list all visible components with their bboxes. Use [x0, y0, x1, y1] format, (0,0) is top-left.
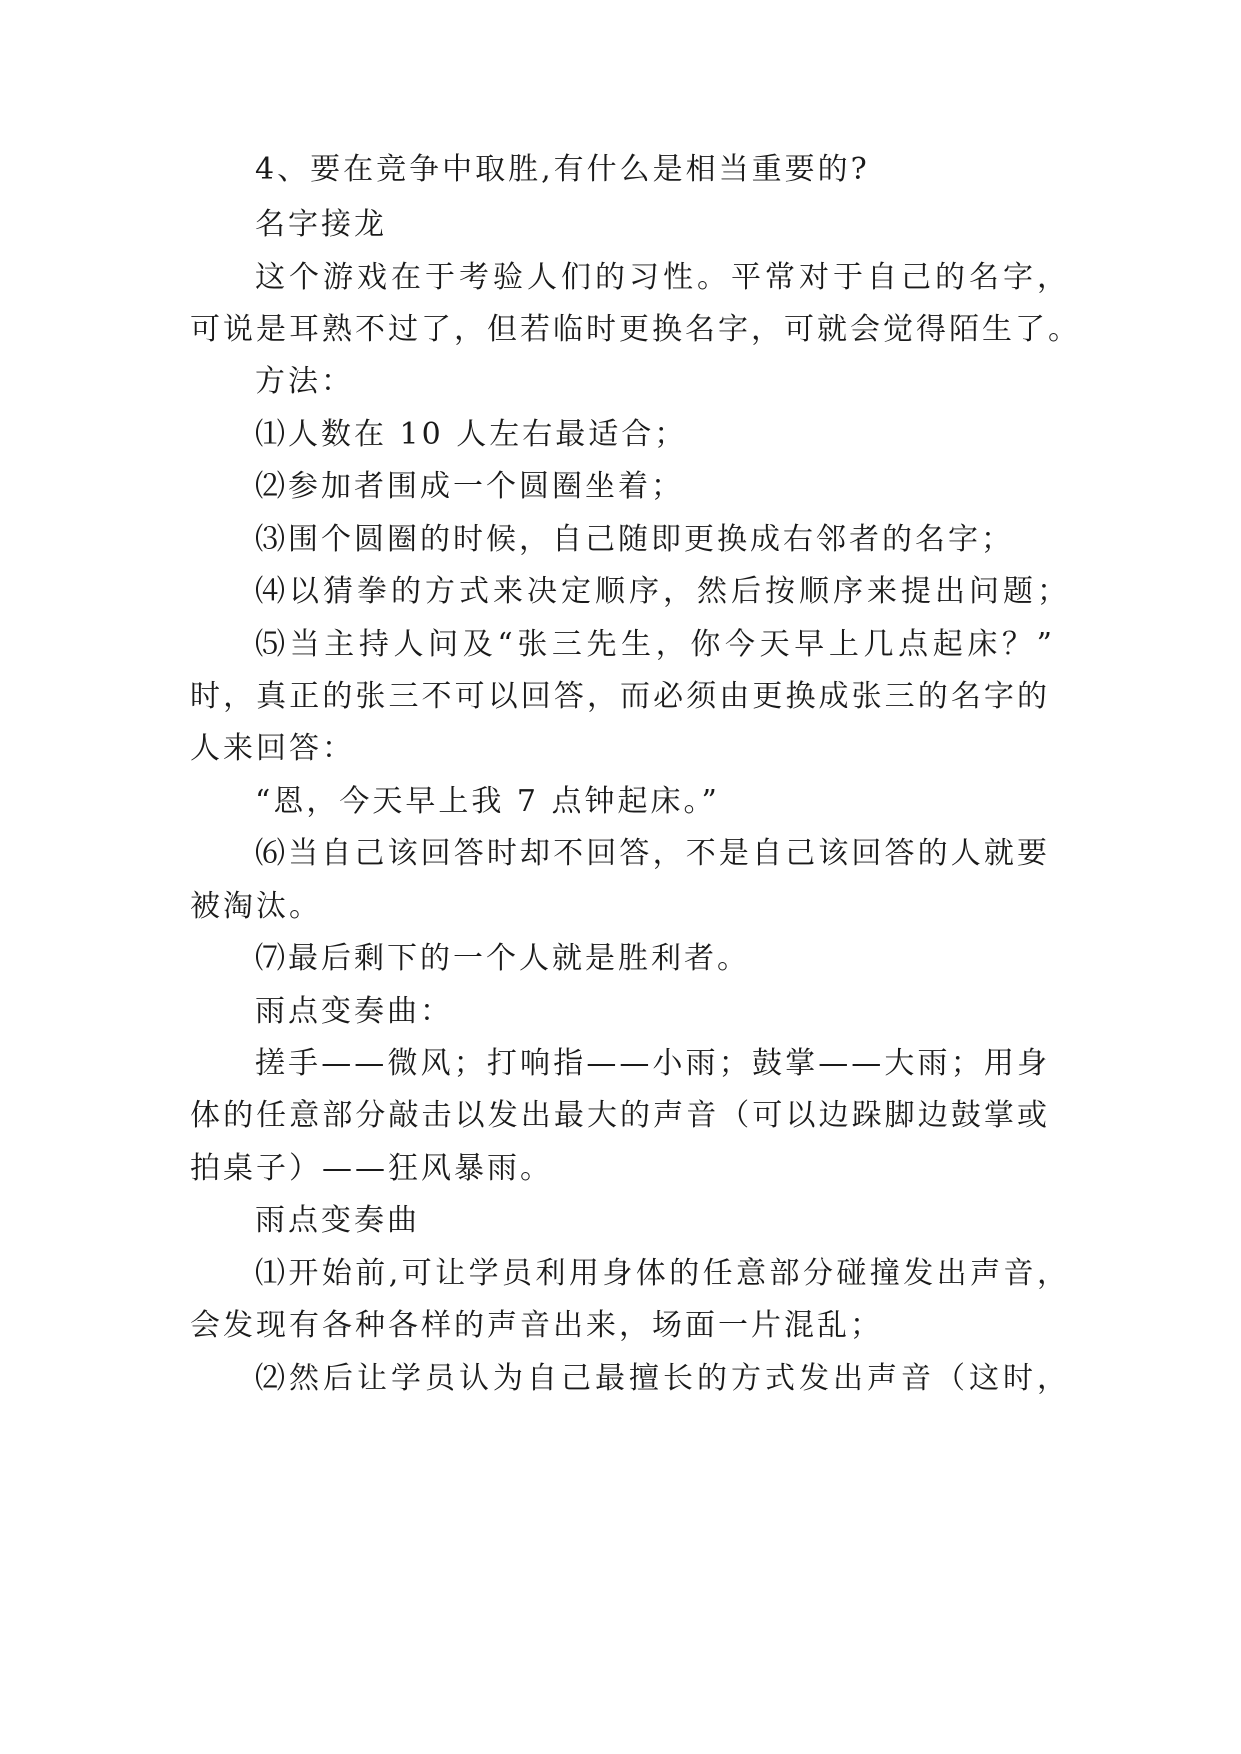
- paragraph-line: 搓手——微风；打响指——小雨；鼓掌——大雨；用身: [255, 1046, 1050, 1081]
- paragraph-line: 体的任意部分敲击以发出最大的声音（可以边跺脚边鼓掌或: [190, 1098, 1050, 1133]
- section-heading-name-chain: 名字接龙: [255, 207, 387, 242]
- paragraph-line: 会发现有各种各样的声音出来，场面一片混乱；: [190, 1308, 883, 1343]
- paragraph-line: 人来回答：: [190, 731, 355, 766]
- step-4: ⑷以猜拳的方式来决定顺序，然后按顺序来提出问题；: [255, 574, 1070, 609]
- step-5: ⑸当主持人问及“张三先生，你今天早上几点起床？”: [255, 627, 1055, 662]
- step-2: ⑵然后让学员认为自己最擅长的方式发出声音（这时，: [255, 1361, 1070, 1396]
- section-heading-raindrop-variation: 雨点变奏曲：: [255, 994, 453, 1029]
- paragraph-line: 拍桌子）——狂风暴雨。: [190, 1151, 553, 1186]
- step-1: ⑴人数在 10 人左右最适合；: [255, 417, 688, 452]
- step-2: ⑵参加者围成一个圆圈坐着；: [255, 469, 684, 504]
- step-7: ⑺最后剩下的一个人就是胜利者。: [255, 941, 750, 976]
- step-1: ⑴开始前,可让学员利用身体的任意部分碰撞发出声音，: [255, 1256, 1070, 1291]
- paragraph-line: 时，真正的张三不可以回答，而必须由更换成张三的名字的: [190, 679, 1050, 714]
- step-6: ⑹当自己该回答时却不回答，不是自己该回答的人就要: [255, 836, 1050, 871]
- section-heading-raindrop-variation-2: 雨点变奏曲: [255, 1203, 420, 1238]
- method-label: 方法：: [255, 364, 354, 399]
- question-4: 4、要在竞争中取胜,有什么是相当重要的?: [255, 152, 870, 187]
- paragraph-line: 可说是耳熟不过了，但若临时更换名字，可就会觉得陌生了。: [190, 312, 1081, 347]
- paragraph-line: 被淘汰。: [190, 889, 322, 924]
- step-3: ⑶围个圆圈的时候，自己随即更换成右邻者的名字；: [255, 522, 1014, 557]
- paragraph-line: 这个游戏在于考验人们的习性。平常对于自己的名字，: [255, 260, 1070, 295]
- quote-line: “恩，今天早上我 7 点钟起床。”: [255, 784, 720, 819]
